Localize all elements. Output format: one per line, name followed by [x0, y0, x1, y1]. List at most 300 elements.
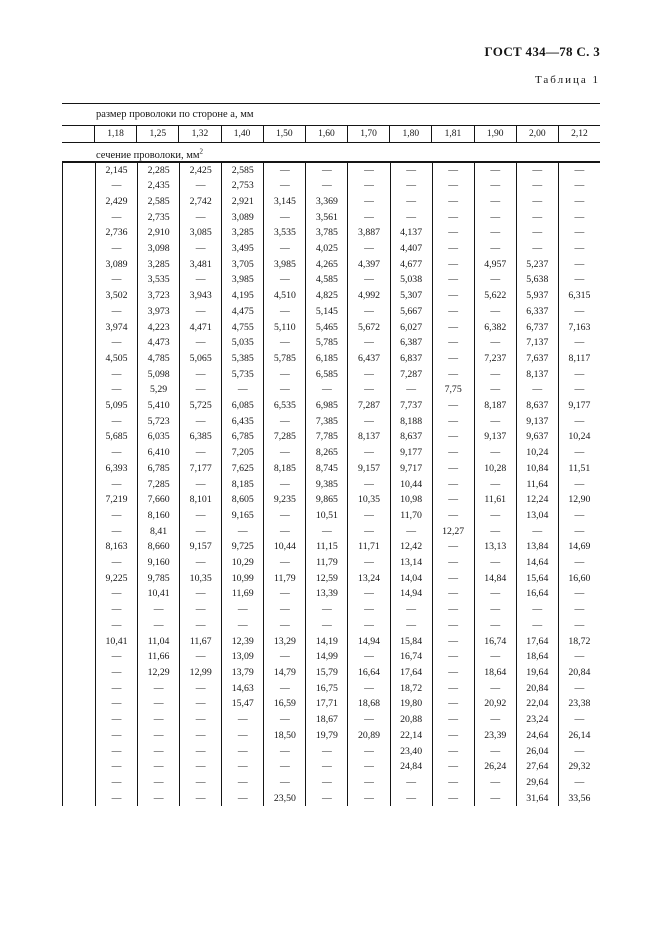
- stub-cell: [63, 712, 96, 728]
- table-cell: —: [432, 759, 474, 775]
- table-cell: 5,672: [347, 320, 389, 336]
- table-cell: —: [390, 382, 432, 398]
- table-cell: —: [474, 744, 516, 760]
- table-cell: —: [390, 791, 432, 807]
- table-row: [62, 712, 600, 728]
- stub-cell: [63, 304, 96, 320]
- table-cell: —: [111, 792, 122, 804]
- table-cell: —: [558, 524, 600, 540]
- table-cell: 18,72: [390, 681, 432, 697]
- table-cell: 11,04: [137, 634, 179, 650]
- column-header: 1,50: [263, 126, 305, 142]
- table-cell: —: [221, 618, 263, 634]
- table-cell: —: [179, 445, 221, 461]
- table-cell: —: [111, 509, 122, 521]
- table-cell: 19,79: [305, 728, 347, 744]
- table-cell: —: [390, 210, 432, 226]
- table-cell: —: [179, 602, 221, 618]
- table-cell: —: [516, 618, 558, 634]
- table-cell: 6,387: [390, 335, 432, 351]
- table-cell: 10,51: [305, 508, 347, 524]
- table-cell: —: [474, 445, 516, 461]
- table-cell: 4,223: [137, 320, 179, 336]
- table-cell: —: [263, 744, 305, 760]
- table-caption: Таблица 1: [534, 74, 600, 86]
- table-cell: 8,745: [305, 461, 347, 477]
- table-cell: —: [111, 447, 122, 459]
- table-cell: 23,50: [263, 791, 305, 807]
- table-cell: —: [263, 649, 305, 665]
- table-row: [62, 272, 600, 288]
- table-cell: —: [263, 367, 305, 383]
- table-cell: 14,94: [347, 634, 389, 650]
- table-cell: —: [221, 602, 263, 618]
- table-cell: 10,84: [516, 461, 558, 477]
- table-cell: —: [516, 382, 558, 398]
- table-cell: 6,393: [105, 462, 128, 474]
- table-cell: 3,085: [179, 225, 221, 241]
- table-cell: 5,638: [516, 272, 558, 288]
- table-cell: —: [111, 682, 122, 694]
- table-cell: —: [516, 602, 558, 618]
- table-row: [62, 382, 600, 398]
- table-cell: —: [390, 163, 432, 179]
- table-cell: 14,99: [305, 649, 347, 665]
- table-cell: 2,285: [137, 163, 179, 179]
- table-cell: —: [347, 649, 389, 665]
- table-cell: —: [179, 367, 221, 383]
- stub-cell: [62, 126, 95, 142]
- table-cell: —: [432, 602, 474, 618]
- table-cell: —: [111, 776, 122, 788]
- table-cell: 9,137: [474, 429, 516, 445]
- table-cell: 3,943: [179, 288, 221, 304]
- table-cell: 13,39: [305, 586, 347, 602]
- table-cell: 20,84: [516, 681, 558, 697]
- table-cell: —: [263, 586, 305, 602]
- table-cell: —: [263, 477, 305, 493]
- table-cell: —: [474, 602, 516, 618]
- table-cell: 11,66: [137, 649, 179, 665]
- table-row: [62, 477, 600, 493]
- table-cell: —: [111, 211, 122, 223]
- table-cell: 2,742: [179, 194, 221, 210]
- table-cell: 4,755: [221, 320, 263, 336]
- table-cell: —: [111, 274, 122, 286]
- table-cell: —: [516, 194, 558, 210]
- table-row: [62, 696, 600, 712]
- table-row: [62, 744, 600, 760]
- stub-cell: [63, 759, 96, 775]
- stub-cell: [63, 225, 96, 241]
- table-cell: 3,887: [347, 225, 389, 241]
- table-cell: 13,14: [390, 555, 432, 571]
- table-cell: 14,84: [474, 571, 516, 587]
- table-cell: 20,89: [347, 728, 389, 744]
- table-cell: —: [111, 557, 122, 569]
- table-cell: —: [474, 304, 516, 320]
- table-cell: 3,561: [305, 210, 347, 226]
- table-cell: —: [221, 728, 263, 744]
- table-cell: 3,285: [221, 225, 263, 241]
- table-row: [62, 791, 600, 807]
- table-row: [62, 304, 600, 320]
- table-cell: 23,40: [390, 744, 432, 760]
- table-cell: —: [111, 243, 122, 255]
- stub-cell: [63, 477, 96, 493]
- table-cell: —: [179, 791, 221, 807]
- table-cell: 4,471: [179, 320, 221, 336]
- table-cell: —: [263, 712, 305, 728]
- table-cell: 7,137: [516, 335, 558, 351]
- table-cell: 6,315: [558, 288, 600, 304]
- table-cell: 4,992: [347, 288, 389, 304]
- table-cell: 15,47: [221, 696, 263, 712]
- table-cell: 24,64: [516, 728, 558, 744]
- table-cell: —: [558, 304, 600, 320]
- column-header: 2,12: [558, 126, 600, 142]
- table-cell: 12,39: [221, 634, 263, 650]
- table-cell: —: [474, 649, 516, 665]
- table-cell: 7,177: [179, 461, 221, 477]
- table-cell: 5,785: [305, 335, 347, 351]
- table-cell: —: [111, 588, 122, 600]
- table-cell: 2,585: [137, 194, 179, 210]
- table-cell: 7,163: [558, 320, 600, 336]
- table-row: [62, 775, 600, 791]
- wire-sizes-table: [62, 103, 600, 806]
- table-cell: 8,637: [390, 429, 432, 445]
- table-cell: 19,64: [516, 665, 558, 681]
- table-cell: 6,035: [137, 429, 179, 445]
- table-cell: —: [111, 180, 122, 192]
- table-cell: 14,79: [263, 665, 305, 681]
- table-cell: 3,369: [305, 194, 347, 210]
- table-cell: —: [179, 414, 221, 430]
- table-cell: —: [474, 586, 516, 602]
- table-cell: 11,61: [474, 492, 516, 508]
- table-cell: —: [474, 367, 516, 383]
- table-cell: 6,785: [137, 461, 179, 477]
- table-cell: —: [516, 225, 558, 241]
- table-cell: 6,337: [516, 304, 558, 320]
- table-cell: 4,505: [105, 352, 128, 364]
- table-cell: —: [111, 651, 122, 663]
- table-cell: —: [137, 744, 179, 760]
- table-cell: —: [558, 225, 600, 241]
- table-cell: 6,027: [390, 320, 432, 336]
- table-cell: —: [474, 241, 516, 257]
- table-cell: —: [221, 759, 263, 775]
- table-cell: 18,64: [516, 649, 558, 665]
- table-cell: —: [347, 414, 389, 430]
- table-cell: 29,32: [558, 759, 600, 775]
- table-cell: —: [558, 681, 600, 697]
- table-cell: 12,24: [516, 492, 558, 508]
- table-cell: —: [179, 759, 221, 775]
- table-cell: 3,985: [263, 257, 305, 273]
- stub-cell: [63, 429, 96, 445]
- table-cell: —: [474, 681, 516, 697]
- table-cell: —: [111, 305, 122, 317]
- table-cell: —: [221, 791, 263, 807]
- table-cell: 10,29: [221, 555, 263, 571]
- table-cell: 7,75: [432, 382, 474, 398]
- table-cell: 2,425: [179, 163, 221, 179]
- table-row: [62, 555, 600, 571]
- table-cell: —: [137, 759, 179, 775]
- table-cell: —: [558, 210, 600, 226]
- table-cell: 3,098: [137, 241, 179, 257]
- size-header-label: размер проволоки по стороне а, мм: [96, 109, 254, 120]
- table-cell: 9,160: [137, 555, 179, 571]
- table-cell: 6,785: [221, 429, 263, 445]
- table-cell: —: [516, 210, 558, 226]
- table-cell: 12,42: [390, 539, 432, 555]
- table-cell: 13,04: [516, 508, 558, 524]
- table-cell: 11,71: [347, 539, 389, 555]
- table-cell: —: [263, 241, 305, 257]
- table-cell: —: [474, 414, 516, 430]
- superscript-2: 2: [199, 147, 204, 156]
- table-cell: —: [390, 618, 432, 634]
- table-cell: 12,99: [179, 665, 221, 681]
- table-cell: —: [432, 304, 474, 320]
- table-cell: 8,117: [558, 351, 600, 367]
- table-cell: 2,585: [221, 163, 263, 179]
- table-cell: 5,685: [105, 431, 128, 443]
- table-row: [62, 618, 600, 634]
- table-cell: 11,51: [558, 461, 600, 477]
- table-cell: —: [179, 681, 221, 697]
- table-cell: 2,145: [105, 164, 128, 176]
- stub-cell: [63, 351, 96, 367]
- table-cell: 10,35: [347, 492, 389, 508]
- stub-cell: [63, 210, 96, 226]
- table-cell: 14,69: [558, 539, 600, 555]
- table-cell: 9,157: [347, 461, 389, 477]
- table-cell: —: [474, 382, 516, 398]
- table-cell: —: [432, 241, 474, 257]
- table-cell: —: [263, 414, 305, 430]
- column-header: 1,80: [389, 126, 431, 142]
- table-cell: 11,67: [179, 634, 221, 650]
- table-cell: —: [179, 728, 221, 744]
- table-cell: 8,163: [105, 541, 128, 553]
- table-cell: —: [432, 775, 474, 791]
- table-cell: 5,098: [137, 367, 179, 383]
- table-cell: 8,185: [263, 461, 305, 477]
- table-cell: 10,44: [390, 477, 432, 493]
- table-cell: 3,535: [263, 225, 305, 241]
- table-cell: —: [558, 257, 600, 273]
- table-cell: 10,24: [516, 445, 558, 461]
- table-cell: 3,481: [179, 257, 221, 273]
- table-cell: 23,24: [516, 712, 558, 728]
- table-cell: 10,44: [263, 539, 305, 555]
- table-cell: —: [111, 619, 122, 631]
- table-cell: —: [474, 210, 516, 226]
- table-cell: 6,837: [390, 351, 432, 367]
- table-cell: —: [558, 555, 600, 571]
- stub-cell: [63, 728, 96, 744]
- table-cell: 9,157: [179, 539, 221, 555]
- table-cell: 16,74: [390, 649, 432, 665]
- table-row: [62, 508, 600, 524]
- column-header: 1,18: [107, 128, 124, 139]
- table-cell: —: [263, 210, 305, 226]
- table-cell: 7,785: [305, 429, 347, 445]
- table-row: [62, 194, 600, 210]
- table-cell: 24,84: [390, 759, 432, 775]
- table-cell: 18,50: [263, 728, 305, 744]
- table-cell: 4,025: [305, 241, 347, 257]
- table-cell: —: [179, 272, 221, 288]
- table-cell: —: [179, 241, 221, 257]
- table-cell: 5,735: [221, 367, 263, 383]
- table-cell: —: [137, 602, 179, 618]
- table-cell: 18,72: [558, 634, 600, 650]
- table-cell: —: [474, 712, 516, 728]
- stub-cell: [63, 492, 96, 508]
- table-cell: 11,79: [305, 555, 347, 571]
- table-cell: —: [111, 729, 122, 741]
- table-cell: —: [111, 761, 122, 773]
- table-cell: 4,785: [137, 351, 179, 367]
- stub-cell: [63, 791, 96, 807]
- table-cell: 20,88: [390, 712, 432, 728]
- table-cell: 14,63: [221, 681, 263, 697]
- table-cell: 17,71: [305, 696, 347, 712]
- table-cell: —: [221, 524, 263, 540]
- table-cell: —: [263, 681, 305, 697]
- table-cell: —: [263, 272, 305, 288]
- table-cell: —: [347, 602, 389, 618]
- column-header: 1,70: [347, 126, 389, 142]
- table-cell: —: [558, 775, 600, 791]
- table-row: [62, 398, 600, 414]
- table-cell: 3,705: [221, 257, 263, 273]
- table-cell: 13,09: [221, 649, 263, 665]
- table-cell: —: [432, 320, 474, 336]
- table-cell: 4,825: [305, 288, 347, 304]
- table-cell: 15,84: [390, 634, 432, 650]
- table-cell: —: [179, 178, 221, 194]
- table-row: [62, 257, 600, 273]
- stub-cell: [63, 555, 96, 571]
- table-cell: —: [474, 272, 516, 288]
- stub-cell: [63, 775, 96, 791]
- table-cell: 3,723: [137, 288, 179, 304]
- table-cell: 26,24: [474, 759, 516, 775]
- table-row: [62, 163, 600, 179]
- table-row: [62, 335, 600, 351]
- table-row: [62, 492, 600, 508]
- table-cell: 20,92: [474, 696, 516, 712]
- table-cell: —: [263, 178, 305, 194]
- table-cell: 9,225: [105, 572, 128, 584]
- table-cell: 5,725: [179, 398, 221, 414]
- table-cell: 6,185: [305, 351, 347, 367]
- table-cell: —: [432, 791, 474, 807]
- table-cell: 8,187: [474, 398, 516, 414]
- table-cell: —: [558, 272, 600, 288]
- table-cell: 16,75: [305, 681, 347, 697]
- table-cell: —: [347, 759, 389, 775]
- table-cell: 4,510: [263, 288, 305, 304]
- stub-cell: [63, 414, 96, 430]
- table-cell: —: [474, 524, 516, 540]
- table-cell: 8,101: [179, 492, 221, 508]
- table-cell: —: [179, 508, 221, 524]
- table-cell: —: [432, 539, 474, 555]
- table-row: [62, 320, 600, 336]
- table-cell: 4,407: [390, 241, 432, 257]
- table-cell: —: [390, 194, 432, 210]
- table-cell: 5,937: [516, 288, 558, 304]
- table-row: [62, 351, 600, 367]
- table-cell: 19,80: [390, 696, 432, 712]
- table-cell: 3,974: [105, 321, 128, 333]
- table-cell: 5,29: [137, 382, 179, 398]
- table-cell: —: [390, 775, 432, 791]
- stub-cell: [63, 571, 96, 587]
- table-cell: —: [432, 618, 474, 634]
- table-cell: —: [305, 178, 347, 194]
- table-cell: 5,307: [390, 288, 432, 304]
- table-cell: 5,038: [390, 272, 432, 288]
- stub-cell: [63, 461, 96, 477]
- table-cell: —: [347, 304, 389, 320]
- table-cell: —: [305, 759, 347, 775]
- table-cell: 9,177: [390, 445, 432, 461]
- table-cell: 10,35: [179, 571, 221, 587]
- table-cell: —: [474, 775, 516, 791]
- table-cell: —: [432, 351, 474, 367]
- table-cell: 5,237: [516, 257, 558, 273]
- table-cell: 11,15: [305, 539, 347, 555]
- table-cell: 10,98: [390, 492, 432, 508]
- table-cell: 5,410: [137, 398, 179, 414]
- table-cell: 4,137: [390, 225, 432, 241]
- table-cell: 18,64: [474, 665, 516, 681]
- table-cell: —: [347, 194, 389, 210]
- table-cell: —: [305, 618, 347, 634]
- column-header-row: [62, 126, 600, 143]
- table-cell: —: [111, 525, 122, 537]
- table-cell: —: [516, 163, 558, 179]
- table-row: [62, 728, 600, 744]
- table-row: [62, 602, 600, 618]
- table-cell: —: [474, 178, 516, 194]
- table-cell: —: [179, 524, 221, 540]
- table-cell: 9,385: [305, 477, 347, 493]
- table-row: [62, 539, 600, 555]
- table-cell: —: [516, 524, 558, 540]
- table-cell: —: [347, 382, 389, 398]
- table-cell: —: [432, 367, 474, 383]
- table-cell: 8,137: [347, 429, 389, 445]
- table-cell: —: [179, 382, 221, 398]
- table-cell: —: [432, 257, 474, 273]
- table-cell: 11,64: [516, 477, 558, 493]
- table-cell: 7,385: [305, 414, 347, 430]
- table-row: [62, 634, 600, 650]
- table-cell: —: [474, 194, 516, 210]
- table-cell: 3,089: [105, 258, 128, 270]
- table-cell: 7,205: [221, 445, 263, 461]
- table-cell: —: [432, 492, 474, 508]
